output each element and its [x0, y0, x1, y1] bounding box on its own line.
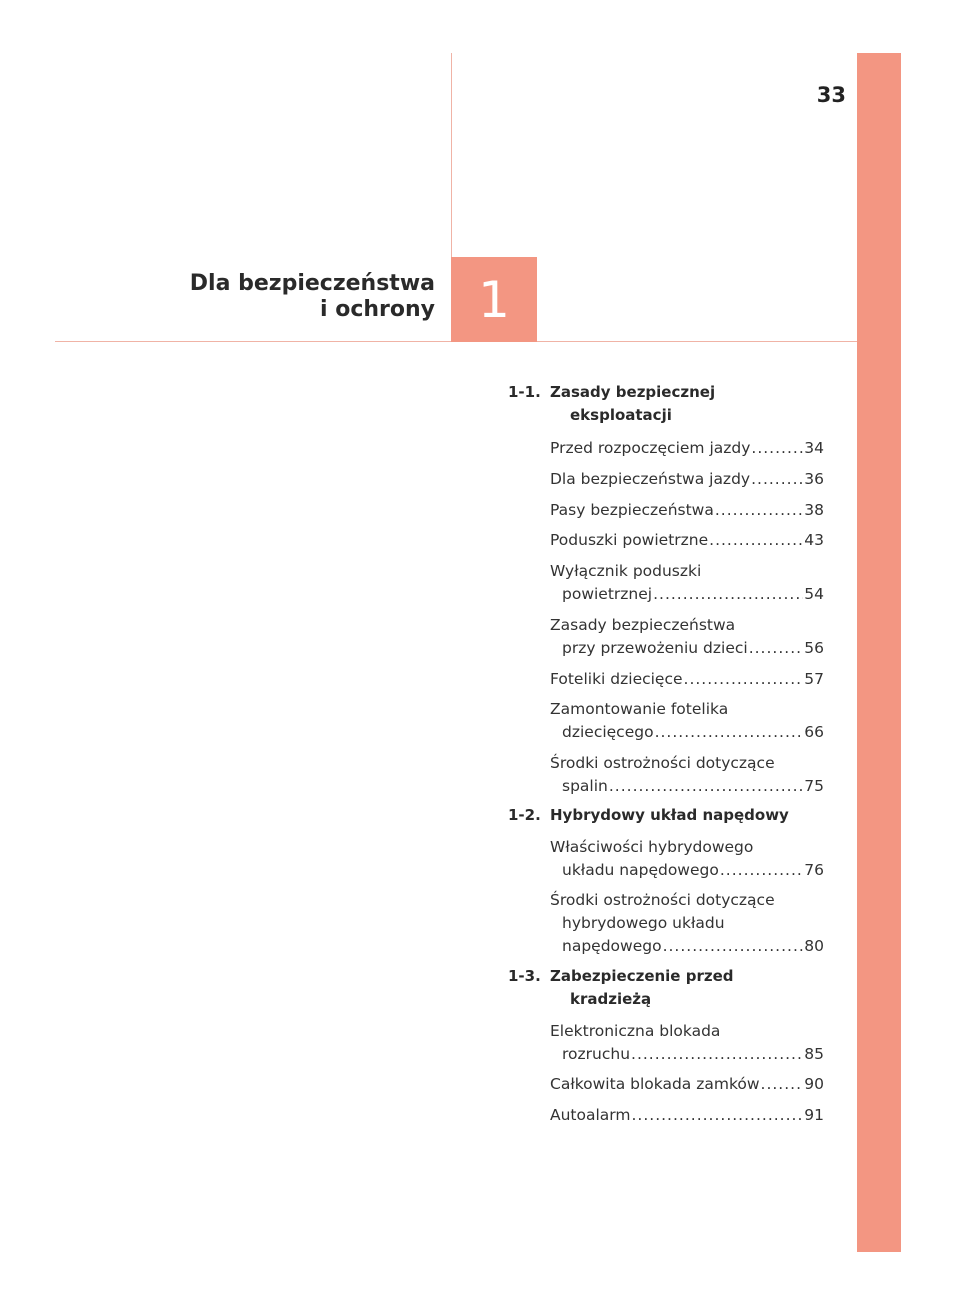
dot-leader	[709, 529, 803, 552]
entry-page: 43	[804, 531, 824, 549]
section-title-line1: Hybrydowy układ napędowy	[550, 806, 789, 824]
page-number: 33	[816, 83, 846, 107]
entry-label: napędowego	[562, 937, 662, 955]
section-number: 1-3.	[508, 967, 541, 985]
entry-label: spalin	[562, 777, 608, 795]
chapter-title-line2: i ochrony	[320, 297, 435, 322]
entry-page: 36	[804, 470, 824, 488]
section-number: 1-2.	[508, 806, 541, 824]
toc-entry[interactable]	[550, 1073, 824, 1096]
entry-page: 38	[804, 501, 824, 519]
entry-label: powietrznej	[562, 585, 653, 603]
entry-page: 90	[804, 1075, 824, 1093]
toc-entry[interactable]	[550, 752, 824, 798]
section-title	[550, 965, 820, 1011]
dot-leader	[609, 775, 803, 798]
toc-entry[interactable]	[550, 499, 824, 522]
entry-label: Foteliki dziecięce	[550, 670, 683, 688]
entry-page: 54	[804, 585, 824, 603]
dot-leader	[751, 437, 803, 460]
entry-label: przy przewożeniu dzieci	[562, 639, 748, 657]
toc-entry[interactable]	[550, 468, 824, 491]
section-title-line1: Zabezpieczenie przed	[550, 967, 734, 985]
entry-label-line1: Środki ostrożności dotyczące	[550, 891, 775, 909]
entry-label: dziecięcego	[562, 723, 654, 741]
vertical-divider	[451, 53, 452, 257]
entry-page: 85	[804, 1045, 824, 1063]
entry-label-line1: Zamontowanie fotelika	[550, 700, 729, 718]
entry-label-line1: Wyłącznik poduszki	[550, 562, 702, 580]
entry-label-line1: Właściwości hybrydowego	[550, 838, 754, 856]
dot-leader	[632, 1104, 804, 1127]
entry-page: 91	[804, 1106, 824, 1124]
entry-page: 75	[804, 777, 824, 795]
entry-label-line2: hybrydowego układu	[562, 914, 725, 932]
entry-page: 57	[804, 670, 824, 688]
section-title-line2: eksploatacji	[570, 406, 672, 424]
entry-label: Poduszki powietrzne	[550, 531, 709, 549]
entry-page: 34	[804, 439, 824, 457]
chapter-number: 1	[478, 270, 510, 329]
toc-entry[interactable]	[550, 560, 824, 606]
toc-entry[interactable]	[550, 836, 824, 882]
section-title-line2: kradzieżą	[570, 990, 652, 1008]
toc-entry[interactable]	[550, 1020, 824, 1066]
entry-label: rozruchu	[562, 1045, 631, 1063]
toc-entry[interactable]	[550, 437, 824, 460]
chapter-title	[190, 271, 435, 323]
entry-page: 80	[804, 937, 824, 955]
toc-entry[interactable]	[550, 614, 824, 660]
entry-label: Pasy bezpieczeństwa	[550, 501, 714, 519]
dot-leader	[751, 468, 803, 491]
chapter-side-tab	[857, 53, 901, 1252]
dot-leader	[653, 583, 803, 606]
entry-page: 76	[804, 861, 824, 879]
section-title-line1: Zasady bezpiecznej	[550, 383, 716, 401]
dot-leader	[761, 1073, 804, 1096]
toc-entry[interactable]	[550, 1104, 824, 1127]
entry-label: Dla bezpieczeństwa jazdy	[550, 470, 751, 488]
entry-label: Przed rozpoczęciem jazdy	[550, 439, 751, 457]
entry-label: Całkowita blokada zamków	[550, 1075, 760, 1093]
toc-entry[interactable]	[550, 668, 824, 691]
dot-leader	[663, 935, 804, 958]
entry-label-line1: Zasady bezpieczeństwa	[550, 616, 736, 634]
entry-label: układu napędowego	[562, 861, 719, 879]
section-number: 1-1.	[508, 383, 541, 401]
entry-label-line1: Środki ostrożności dotyczące	[550, 754, 775, 772]
toc-entry[interactable]	[550, 889, 824, 958]
section-title	[550, 804, 820, 827]
entry-label: Autoalarm	[550, 1106, 631, 1124]
entry-page: 66	[804, 723, 824, 741]
dot-leader	[749, 637, 804, 660]
dot-leader	[715, 499, 803, 522]
dot-leader	[720, 859, 803, 882]
dot-leader	[655, 721, 804, 744]
chapter-title-line1: Dla bezpieczeństwa	[189, 271, 435, 296]
toc-entry[interactable]	[550, 529, 824, 552]
chapter-number-box	[451, 257, 537, 342]
entry-page: 56	[804, 639, 824, 657]
dot-leader	[684, 668, 804, 691]
toc-entry[interactable]	[550, 698, 824, 744]
section-title	[550, 381, 820, 427]
entry-label-line1: Elektroniczna blokada	[550, 1022, 721, 1040]
dot-leader	[631, 1043, 803, 1066]
